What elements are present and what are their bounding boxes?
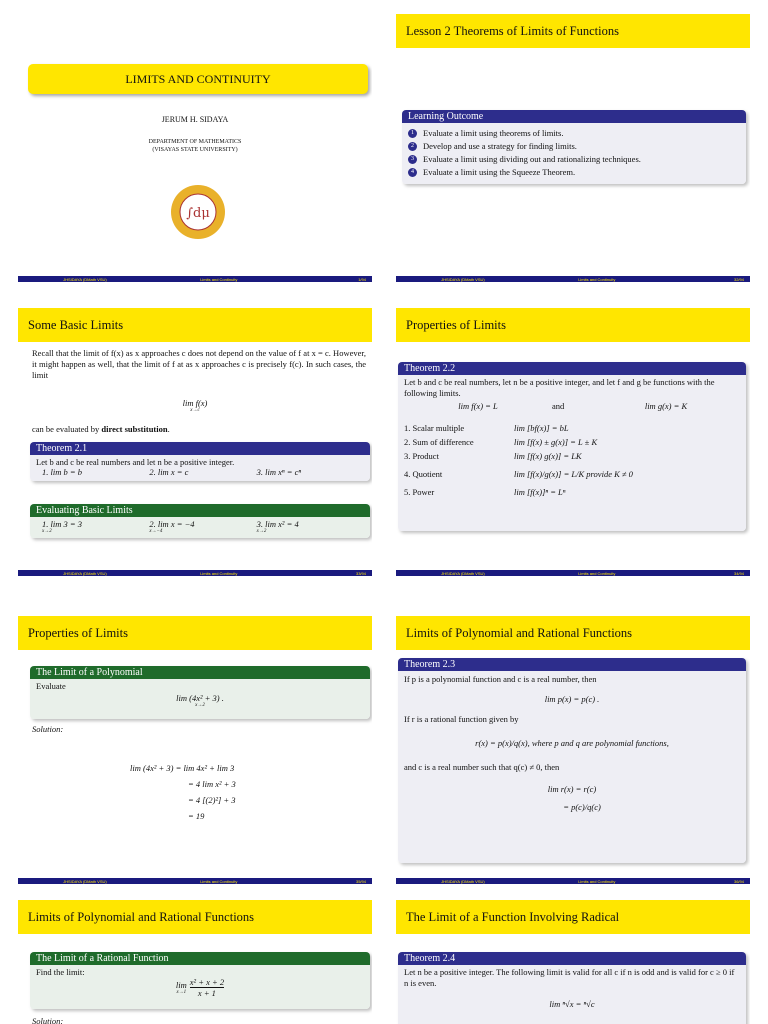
outcome-item: 1 Evaluate a limit using theorems of limits. [408, 128, 740, 138]
slide-properties-of-limits [396, 308, 750, 580]
theorem-2-1-block: Theorem 2.1 Let b and c be real numbers and let n be a positive integer. 1. lim b = b 2. lim x = c 3. lim xⁿ = cⁿ [30, 442, 370, 481]
slide-limit-of-polynomial [18, 616, 372, 888]
slide-header: Properties of Limits [396, 308, 750, 342]
limit-expression: lim f(x) x→c [182, 398, 208, 413]
slide-title [18, 14, 372, 286]
slide-footer: JHSIDAYA (DMath VSU) Limits and Continuity 33/94 [18, 570, 372, 576]
slide-header: The Limit of a Function Involving Radical [396, 900, 750, 934]
limit-of-polynomial-block: The Limit of a Polynomial Evaluate lim (4x² + 3) . x→2 [30, 666, 370, 719]
limit-of-rational-block: The Limit of a Rational Function Find the limit: lim x→1 x² + x + 2 x + 1 [30, 952, 370, 1009]
slide-radical-limit [396, 900, 750, 1024]
outcome-item: 2 Develop and use a strategy for finding limits. [408, 141, 740, 151]
solution-steps: lim (4x² + 3) = lim 4x² + lim 3 = 4 lim x² + 3 = 4 [(2)²] + 3 = 19 [130, 763, 236, 821]
slide-learning-outcome [396, 14, 750, 286]
theorem-2-4-block: Theorem 2.4 Let n be a positive integer. The following limit is valid for all c if n is odd and is valid for c ≥ 0 if n is even. lim ⁿ√x = ⁿ√c [398, 952, 746, 1024]
solution-label: Solution: [32, 724, 64, 734]
slide-footer: JHSIDAYA (DMath VSU) Limits and Continuity 32/94 [396, 276, 750, 282]
slide-basic-limits [18, 308, 372, 580]
evaluating-basic-limits-block: Evaluating Basic Limits 1. lim 3 = 3 x→2 2. lim x = −4 x→−4 3. lim x² = 4 x→2 [30, 504, 370, 538]
learning-outcome-block: Learning Outcome 1 Evaluate a limit using theorems of limits. 2 Develop and use a strategy for finding limits. 3 Evaluate a limit using dividing out and rationalizing techniques. 4 Evaluate a limit using the Squeeze Theorem. [402, 110, 746, 184]
slide-polynomial-rational [396, 616, 750, 888]
theorem-2-3-block: Theorem 2.3 If p is a polynomial function and c is a real number, then lim p(x) = p(c) . If r is a rational function given by r(x) = p(x)/q(x), where p and q are polynomial functions, and c is a real number such that q(c) ≠ 0, then lim r(x) = r(c) = p(c)/q(c) [398, 658, 746, 863]
svg-text:∫dμ: ∫dμ [186, 206, 210, 221]
slide-footer: JHSIDAYA (DMath VSU) Limits and Continuity 36/94 [396, 878, 750, 884]
slide-header: Limits of Polynomial and Rational Functions [18, 900, 372, 934]
department: DEPARTMENT OF MATHEMATICS (VISAYAS STATE UNIVERSITY) [148, 139, 242, 153]
theorem-2-2-block: Theorem 2.2 Let b and c be real numbers, let n be a positive integer, and let f and g be functions with the following limits. lim f(x) = L and lim g(x) = K 1. Scalar multiple lim [bf(x)] = bL 2. Sum of difference lim [f(x) ± g(x)] = L ± K 3. Product lim [f(x) g(x)] = LK 4. Quotient lim [f(x)/g(x)] = L/K provide K ≠ 0 5. Power lim [f(x)]ⁿ = Lⁿ [398, 362, 746, 531]
slide-header: Some Basic Limits [18, 308, 372, 342]
author-name: JERUM H. SIDAYA [161, 115, 229, 124]
outcome-item: 3 Evaluate a limit using dividing out and rationalizing techniques. [408, 154, 740, 164]
slide-footer: JHSIDAYA (DMath VSU) Limits and Continuity 1/94 [18, 276, 372, 282]
slide-header: Lesson 2 Theorems of Limits of Functions [396, 14, 750, 48]
direct-substitution-text: can be evaluated by direct substitution. [32, 424, 170, 434]
slide-title-box: LIMITS AND CONTINUITY [28, 64, 368, 94]
solution-label: Solution: [32, 1016, 64, 1024]
properties-table: 1. Scalar multiple lim [bf(x)] = bL 2. Sum of difference lim [f(x) ± g(x)] = L ± K 3. Product lim [f(x) g(x)] = LK 4. Quotient lim [f(x)/g(x)] = L/K provide K ≠ 0 5. Power lim [f(x)]ⁿ = Lⁿ [404, 423, 633, 497]
slide-rational-limit [18, 900, 372, 1024]
intro-paragraph: Recall that the limit of f(x) as x approaches c does not depend on the value of f at x = c. However, it might happen as well, that the limit of f at as x approaches c is precisely f(c). In such cases, the limit [32, 348, 366, 380]
university-seal-logo [170, 184, 226, 240]
slide-footer: JHSIDAYA (DMath VSU) Limits and Continuity 34/94 [396, 570, 750, 576]
outcome-item: 4 Evaluate a limit using the Squeeze Theorem. [408, 167, 740, 177]
slide-header: Limits of Polynomial and Rational Functions [396, 616, 750, 650]
slide-header: Properties of Limits [18, 616, 372, 650]
slide-footer: JHSIDAYA (DMath VSU) Limits and Continuity 35/94 [18, 878, 372, 884]
